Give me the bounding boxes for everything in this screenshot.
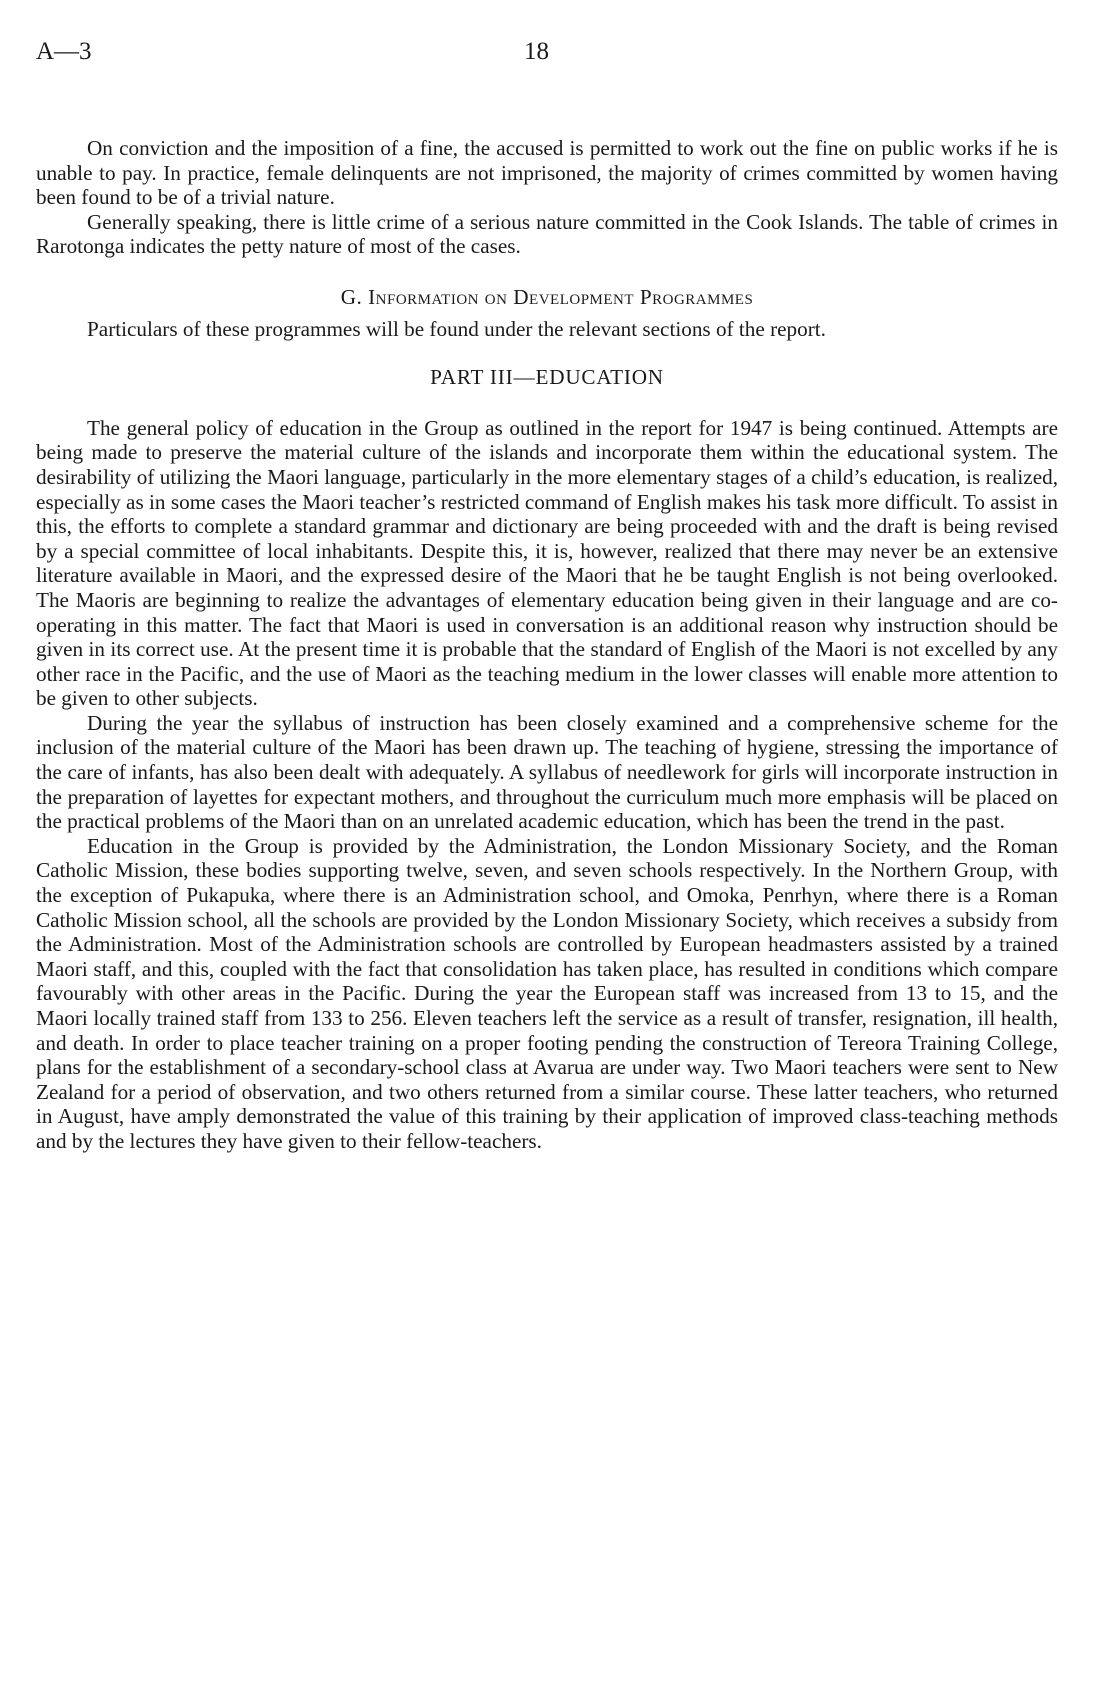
paragraph-crime-nature: Generally speaking, there is little crime of a serious nature committed in the Cook Islands. The table of crimes in Rarotonga indicates the petty nature of most of the cases. <box>36 209 1058 259</box>
paragraph-conviction: On conviction and the imposition of a fine, the accused is permitted to work out the fine on public works if he is unable to pay. In practice, female delinquents are not imprisoned, the majority of crimes committed by women having been found to be of a trivial nature. <box>36 136 1058 210</box>
part-heading-education: PART III—EDUCATION <box>430 365 664 390</box>
paragraph-development-programmes: Particulars of these programmes will be found under the relevant sections of the report. <box>87 316 826 341</box>
paragraph-syllabus: During the year the syllabus of instruction has been closely examined and a comprehensive scheme for the inclusion of the material culture of the Maori has been drawn up. The teaching of hygiene, stressing the importance of the care of infants, has also been dealt with adequately. A syllabus of needlework for girls will incorporate instruction in the preparation of layettes for expectant mothers, and throughout the curriculum much more emphasis will be placed on the practical problems of the Maori than on an unrelated academic education, which has been the trend in the past. <box>36 710 1058 834</box>
document-reference: A—3 <box>36 38 92 65</box>
paragraph-schools-provision: Education in the Group is provided by the Administration, the London Missionary Society, and the Roman Catholic Mission, these bodies supporting twelve, seven, and seven schools respectively. In the Northern Group, with the exception of Pukapuka, where there is an Administration school, and Omoka, Penrhyn, where there is a Roman Catholic Mission school, all the schools are provided by the London Missionary Society, which receives a subsidy from the Administration. Most of the Administration schools are controlled by European headmasters assisted by a trained Maori staff, and this, coupled with the fact that consolidation has taken place, has resulted in conditions which compare favourably with other areas in the Pacific. During the year the European staff was increased from 13 to 15, and the Maori locally trained staff from 133 to 256. Eleven teachers left the service as a result of transfer, resignation, ill health, and death. In order to place teacher training on a proper footing pending the construction of Tereora Training College, plans for the establishment of a secondary-school class at Avarua are under way. Two Maori teachers were sent to New Zealand for a period of observation, and two others returned from a similar course. These latter teachers, who returned in August, have amply demonstrated the value of this training by their application of improved class-teaching methods and by the lectures they have given to their fellow-teachers. <box>36 833 1058 1153</box>
paragraph-education-policy: The general policy of education in the Group as outlined in the report for 1947 is being continued. Attempts are being made to preserve the material culture of the islands and incorporate them within the educational system. The desirability of utilizing the Maori language, particularly in the more elementary stages of a child’s education, is realized, especially as in some cases the Maori teacher’s restricted command of English makes his task more difficult. To assist in this, the efforts to complete a standard grammar and dictionary are being proceeded with and the draft is being revised by a special committee of local inhabitants. Despite this, it is, however, realized that there may never be an extensive literature available in Maori, and the expressed desire of the Maori that he be taught English is not being overlooked. The Maoris are beginning to realize the advantages of elementary education being given in their language and are co-operating in this matter. The fact that Maori is used in conversation is an additional reason why instruction should be given in its correct use. At the present time it is probable that the standard of English of the Maori is not excelled by any other race in the Pacific, and the use of Maori as the teaching medium in the lower classes will enable more attention to be given to other subjects. <box>36 415 1058 711</box>
document-page <box>36 38 1058 1154</box>
section-heading-development-programmes: G. Information on Development Programmes <box>340 284 754 309</box>
page-header <box>36 38 1058 78</box>
page-number: 18 <box>524 38 549 65</box>
